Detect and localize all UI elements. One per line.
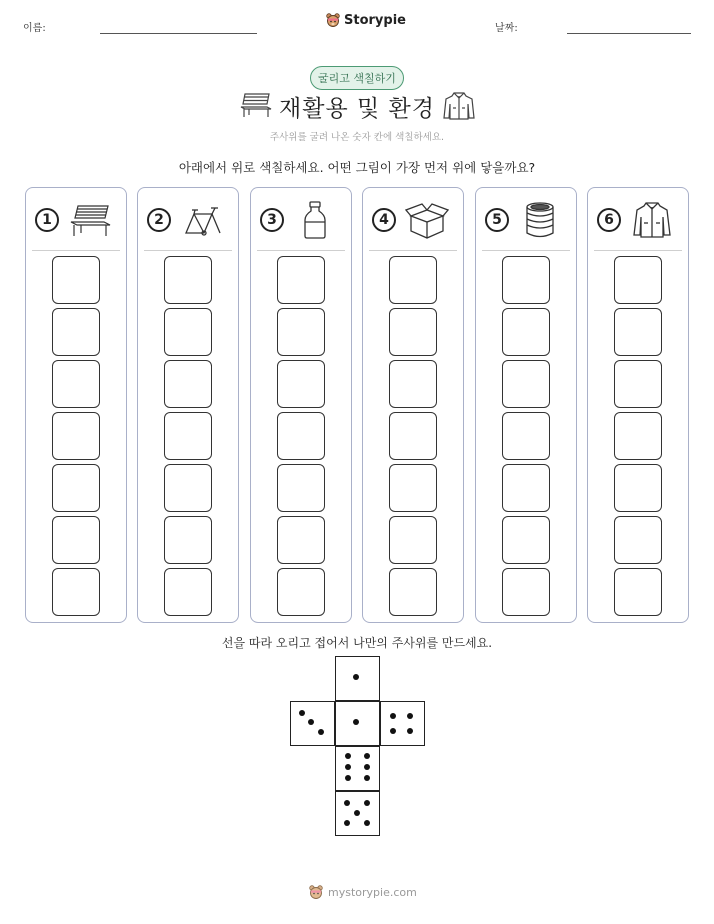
color-cell[interactable] <box>389 412 437 460</box>
dice-pip <box>364 820 370 826</box>
color-cell[interactable] <box>277 464 325 512</box>
milk-bottle-icon <box>293 200 337 240</box>
date-line[interactable] <box>567 33 691 34</box>
dice-pip <box>345 764 351 770</box>
color-cell[interactable] <box>52 464 100 512</box>
color-cell[interactable] <box>389 464 437 512</box>
color-cell[interactable] <box>614 568 662 616</box>
color-cell[interactable] <box>614 464 662 512</box>
column-divider <box>257 250 345 251</box>
color-cell[interactable] <box>502 568 550 616</box>
color-cell[interactable] <box>52 308 100 356</box>
activity-badge: 굴리고 색칠하기 <box>310 66 404 90</box>
column-divider <box>32 250 120 251</box>
dice-pip <box>353 719 359 725</box>
column-2 <box>137 187 239 623</box>
bear-mascot-icon <box>325 12 341 28</box>
dice-face-6 <box>335 746 380 791</box>
tin-can-icon <box>518 200 562 240</box>
color-cell[interactable] <box>277 360 325 408</box>
column-number: 6 <box>597 208 621 232</box>
color-cell[interactable] <box>277 308 325 356</box>
logo <box>325 12 406 28</box>
color-cell[interactable] <box>389 256 437 304</box>
column-number: 2 <box>147 208 171 232</box>
color-cell[interactable] <box>164 360 212 408</box>
color-cell[interactable] <box>502 516 550 564</box>
page-title: 재활용 및 환경 <box>279 96 435 122</box>
open-box-icon <box>405 200 449 240</box>
dice-pip <box>407 713 413 719</box>
jacket-icon <box>630 200 674 240</box>
color-cell[interactable] <box>614 360 662 408</box>
fold-instruction: 선을 따라 오리고 접어서 나만의 주사위를 만드세요. <box>221 636 493 650</box>
color-cell[interactable] <box>502 412 550 460</box>
jacket-icon <box>442 90 476 122</box>
date-label: 날짜: <box>495 23 518 34</box>
color-cell[interactable] <box>277 568 325 616</box>
column-divider <box>369 250 457 251</box>
dice-pip <box>344 800 350 806</box>
color-cell[interactable] <box>164 568 212 616</box>
column-number: 5 <box>485 208 509 232</box>
color-cell[interactable] <box>52 412 100 460</box>
column-number: 1 <box>35 208 59 232</box>
dice-pip <box>308 719 314 725</box>
bear-mascot-icon <box>308 884 324 900</box>
color-cell[interactable] <box>389 568 437 616</box>
column-6 <box>587 187 689 623</box>
dice-pip <box>407 728 413 734</box>
bicycle-frame-icon <box>180 200 224 240</box>
column-4 <box>362 187 464 623</box>
dice-pip <box>318 729 324 735</box>
column-3 <box>250 187 352 623</box>
subtitle: 주사위를 굴려 나온 숫자 칸에 색칠하세요. <box>269 132 445 143</box>
color-cell[interactable] <box>52 256 100 304</box>
color-cell[interactable] <box>52 516 100 564</box>
color-cell[interactable] <box>52 568 100 616</box>
dice-pip <box>390 728 396 734</box>
dice-pip <box>364 800 370 806</box>
dice-face-1-center <box>335 701 380 746</box>
color-cell[interactable] <box>277 412 325 460</box>
name-line[interactable] <box>100 33 257 34</box>
footer-link[interactable]: mystorypie.com <box>328 885 417 899</box>
dice-face-4 <box>380 701 425 746</box>
color-cell[interactable] <box>277 516 325 564</box>
dice-pip <box>390 713 396 719</box>
color-cell[interactable] <box>614 412 662 460</box>
name-label: 이름: <box>23 23 46 34</box>
color-cell[interactable] <box>164 256 212 304</box>
color-cell[interactable] <box>164 412 212 460</box>
color-cell[interactable] <box>389 516 437 564</box>
dice-pip <box>364 764 370 770</box>
color-cell[interactable] <box>502 308 550 356</box>
color-cell[interactable] <box>614 308 662 356</box>
column-number: 4 <box>372 208 396 232</box>
column-divider <box>144 250 232 251</box>
dice-pip <box>344 820 350 826</box>
dice-pip <box>353 674 359 680</box>
bench-icon <box>68 200 112 240</box>
color-cell[interactable] <box>164 516 212 564</box>
dice-pip <box>354 810 360 816</box>
color-cell[interactable] <box>52 360 100 408</box>
color-cell[interactable] <box>502 464 550 512</box>
footer <box>308 884 417 900</box>
dice-face-3 <box>290 701 335 746</box>
column-number: 3 <box>260 208 284 232</box>
dice-face-5 <box>335 791 380 836</box>
color-cell[interactable] <box>614 516 662 564</box>
color-cell[interactable] <box>389 360 437 408</box>
column-5 <box>475 187 577 623</box>
color-cell[interactable] <box>164 464 212 512</box>
dice-pip <box>345 775 351 781</box>
column-1 <box>25 187 127 623</box>
dice-face-1 <box>335 656 380 701</box>
dice-pip <box>364 775 370 781</box>
color-cell[interactable] <box>277 256 325 304</box>
logo-text: Storypie <box>344 12 406 28</box>
color-cell[interactable] <box>502 256 550 304</box>
column-divider <box>594 250 682 251</box>
color-cell[interactable] <box>164 308 212 356</box>
dice-pip <box>299 710 305 716</box>
column-divider <box>482 250 570 251</box>
color-cell[interactable] <box>502 360 550 408</box>
instruction: 아래에서 위로 색칠하세요. 어떤 그림이 가장 먼저 위에 닿을까요? <box>178 160 536 175</box>
dice-pip <box>345 753 351 759</box>
color-cell[interactable] <box>389 308 437 356</box>
dice-pip <box>364 753 370 759</box>
color-cell[interactable] <box>614 256 662 304</box>
